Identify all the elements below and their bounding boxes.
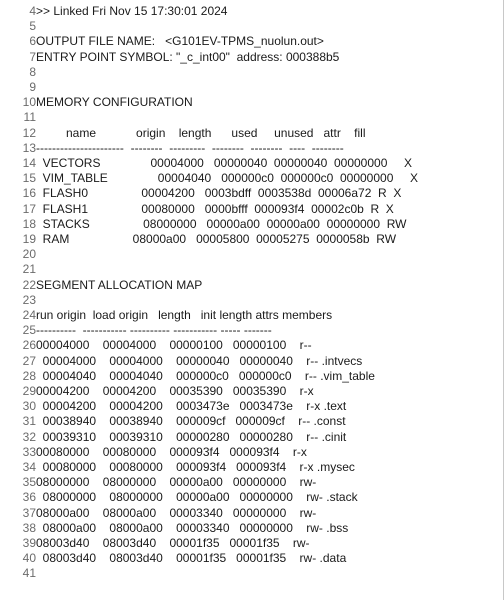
line-text: 08000000 08000000 00000a00 00000000 rw- bbox=[36, 475, 317, 490]
line-text: name origin length used unused attr fill bbox=[36, 125, 366, 140]
editor-line bbox=[0, 566, 36, 581]
line-number: 7 bbox=[29, 49, 36, 64]
line-number: 32 bbox=[22, 429, 36, 444]
editor-line bbox=[0, 80, 36, 95]
line-number: 41 bbox=[22, 566, 36, 581]
editor-line bbox=[0, 475, 316, 490]
editor-line bbox=[0, 186, 401, 201]
line-number: 18 bbox=[22, 216, 36, 231]
line-number: 9 bbox=[29, 80, 36, 94]
line-number: 39 bbox=[22, 536, 36, 550]
line-number: 8 bbox=[29, 64, 36, 79]
editor-line bbox=[0, 247, 36, 262]
line-text: >> Linked Fri Nov 15 17:30:01 2024 bbox=[36, 4, 228, 18]
line-text: RAM 08000a00 00005800 00005275 0000058b RW bbox=[36, 232, 397, 246]
line-text: ENTRY POINT SYMBOL: "_c_int00" address: 000388b5 bbox=[36, 49, 340, 64]
line-text: 08000a00 08000a00 00003340 00000000 rw- bbox=[36, 505, 317, 520]
editor-line bbox=[0, 217, 406, 232]
editor-line bbox=[0, 506, 316, 521]
line-text: 00004200 00004200 0003473e 0003473e r-x .text bbox=[36, 399, 347, 414]
line-text: 00004200 00004200 00035390 00035390 r-x bbox=[36, 384, 314, 398]
editor-line bbox=[0, 232, 396, 247]
editor-line bbox=[0, 460, 355, 475]
line-text: STACKS 08000000 00000a00 00000a00 00000000 RW bbox=[36, 216, 407, 231]
line-number: 37 bbox=[22, 505, 36, 520]
editor-line bbox=[0, 141, 344, 156]
line-number: 11 bbox=[23, 110, 36, 125]
line-number: 12 bbox=[22, 125, 36, 140]
line-text: VIM_TABLE 00004040 000000c0 000000c0 00000000 X bbox=[36, 171, 419, 186]
line-text: 00080000 00080000 000093f4 000093f4 r-x .mysec bbox=[36, 460, 355, 474]
editor-line bbox=[0, 384, 314, 399]
line-text: 08003d40 08003d40 00001f35 00001f35 rw- bbox=[36, 536, 310, 550]
line-number: 10 bbox=[22, 95, 36, 110]
editor-line bbox=[0, 95, 193, 110]
line-number: 33 bbox=[22, 444, 36, 459]
line-number: 22 bbox=[22, 277, 36, 292]
line-text: 08000000 08000000 00000a00 00000000 rw- .stack bbox=[36, 490, 358, 505]
line-text: run origin load origin length init length attrs members bbox=[36, 308, 333, 322]
line-text: ---------------------- -------- --------- -------- -------- ---- -------- bbox=[36, 140, 344, 155]
line-number: 36 bbox=[22, 490, 36, 505]
line-number: 29 bbox=[22, 384, 36, 398]
editor-line bbox=[0, 551, 346, 566]
editor-line bbox=[0, 338, 312, 353]
line-text: 00004040 00004040 000000c0 000000c0 r-- .vim_table bbox=[36, 368, 375, 383]
line-number: 4 bbox=[29, 4, 36, 18]
line-text: ---------- ----------- ---------- ----------- ----- ------- bbox=[36, 323, 272, 338]
editor-line bbox=[0, 126, 365, 141]
editor-line bbox=[0, 308, 332, 323]
line-text: 00004000 00004000 00000040 00000040 r-- .intvecs bbox=[36, 353, 363, 368]
editor-line bbox=[0, 399, 346, 414]
line-text: 00038940 00038940 000009cf 000009cf r-- .const bbox=[36, 414, 346, 429]
line-text: OUTPUT FILE NAME: <G101EV-TPMS_nuolun.out> bbox=[36, 34, 324, 49]
editor-line bbox=[0, 369, 375, 384]
line-text: MEMORY CONFIGURATION bbox=[36, 95, 193, 110]
line-text: 08000a00 08000a00 00003340 00000000 rw- .bss bbox=[36, 520, 349, 535]
line-number: 28 bbox=[22, 368, 36, 383]
editor-line bbox=[0, 323, 272, 338]
line-number: 34 bbox=[22, 460, 36, 474]
editor-line bbox=[0, 110, 36, 125]
line-number: 19 bbox=[22, 232, 36, 246]
line-number: 21 bbox=[22, 262, 36, 277]
editor-line bbox=[0, 156, 412, 171]
editor-line bbox=[0, 19, 36, 34]
line-number: 15 bbox=[22, 171, 36, 186]
editor-line bbox=[0, 34, 324, 49]
editor-line bbox=[0, 202, 394, 217]
editor-line bbox=[0, 262, 36, 277]
line-number: 27 bbox=[22, 353, 36, 368]
editor-line bbox=[0, 4, 227, 19]
editor-line bbox=[0, 50, 339, 65]
editor-line bbox=[0, 414, 346, 429]
line-text: FLASH0 00004200 0003bdff 0003538d 00006a72 R X bbox=[36, 186, 402, 201]
line-number: 38 bbox=[22, 520, 36, 535]
editor-line bbox=[0, 521, 348, 536]
line-text: SEGMENT ALLOCATION MAP bbox=[36, 277, 203, 292]
editor-line bbox=[0, 354, 362, 369]
line-text: 00039310 00039310 00000280 00000280 r-- .cinit bbox=[36, 429, 347, 444]
line-number: 17 bbox=[22, 201, 36, 216]
editor-line bbox=[0, 293, 36, 308]
line-number: 31 bbox=[22, 414, 36, 429]
editor-line bbox=[0, 278, 202, 293]
line-number: 6 bbox=[29, 34, 36, 49]
line-number: 16 bbox=[22, 186, 36, 201]
line-number: 24 bbox=[22, 308, 36, 322]
line-number: 30 bbox=[22, 399, 36, 414]
editor-line bbox=[0, 430, 346, 445]
line-number: 26 bbox=[22, 338, 36, 353]
line-number: 23 bbox=[22, 292, 36, 307]
editor-line bbox=[0, 536, 310, 551]
editor-line bbox=[0, 65, 36, 80]
line-number: 25 bbox=[22, 323, 36, 338]
line-number: 5 bbox=[29, 19, 36, 34]
line-text: VECTORS 00004000 00000040 00000040 00000000 X bbox=[36, 156, 413, 170]
editor-line bbox=[0, 445, 307, 460]
line-number: 20 bbox=[22, 247, 36, 262]
editor-line bbox=[0, 490, 358, 505]
line-text: 00080000 00080000 000093f4 000093f4 r-x bbox=[36, 444, 307, 459]
line-text: FLASH1 00080000 0000bfff 000093f4 00002c0b R X bbox=[36, 201, 394, 216]
line-number: 14 bbox=[22, 156, 36, 170]
line-text: 08003d40 08003d40 00001f35 00001f35 rw- .data bbox=[36, 551, 347, 566]
editor-line bbox=[0, 171, 418, 186]
line-number: 35 bbox=[22, 475, 36, 490]
line-text: 00004000 00004000 00000100 00000100 r-- bbox=[36, 338, 312, 353]
line-number: 13 bbox=[22, 140, 36, 155]
line-number: 40 bbox=[22, 551, 36, 566]
